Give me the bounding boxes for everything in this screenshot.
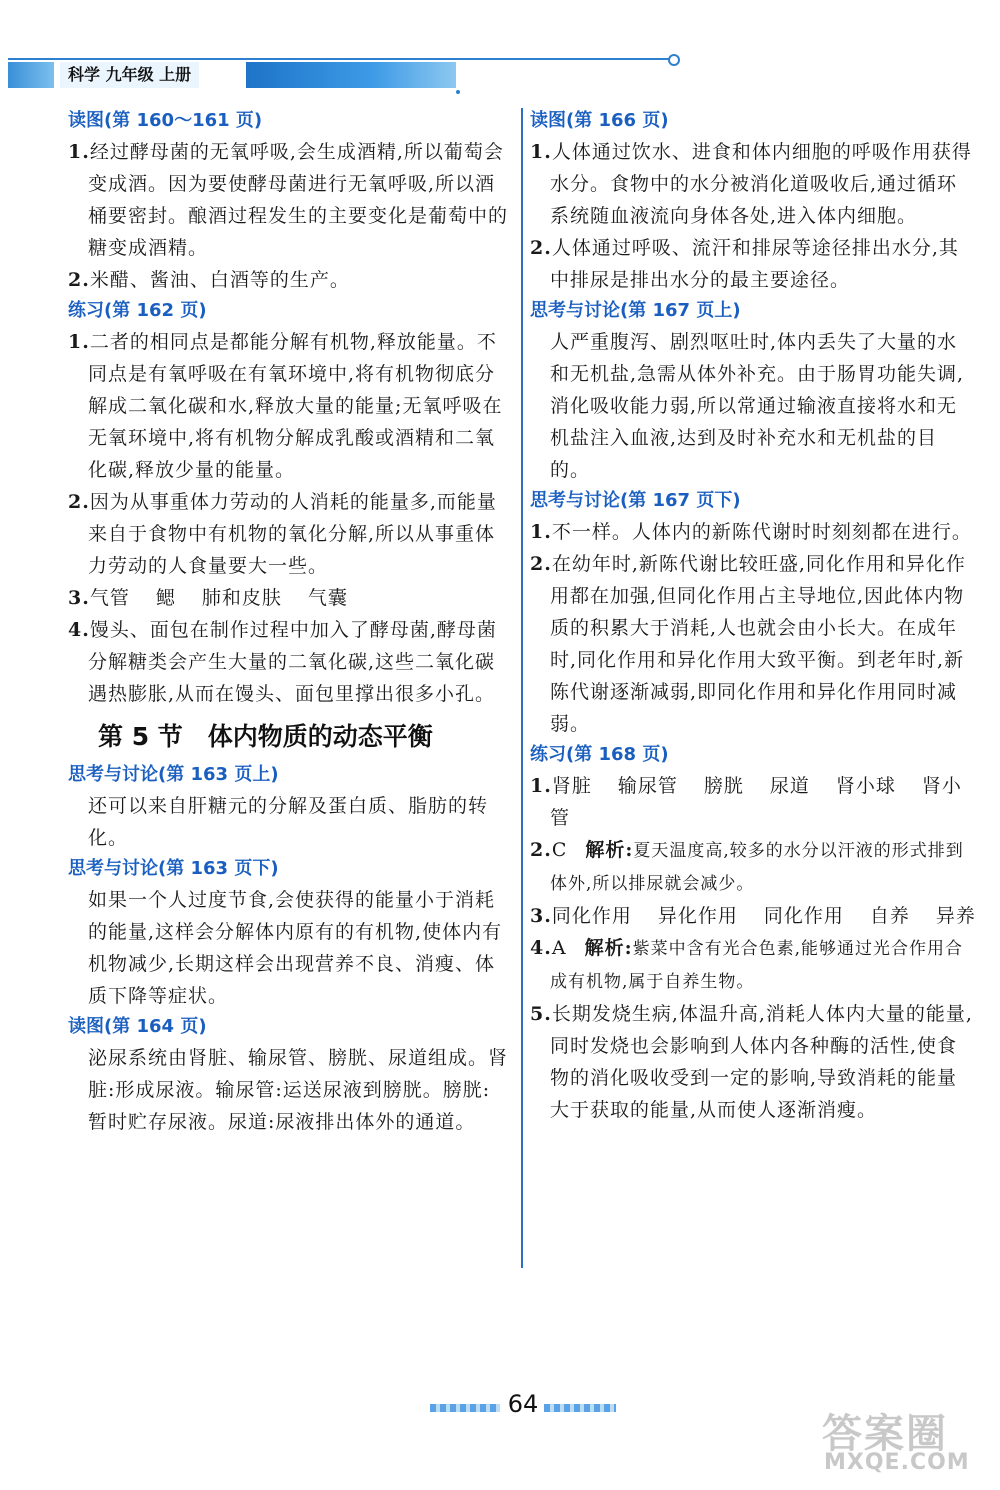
section-title: 练习(第 168 页) [530, 744, 669, 765]
section-title: 读图(第 160～161 页) [68, 110, 263, 131]
section-title: 思考与讨论(第 167 页下) [530, 490, 741, 511]
section-title: 思考与讨论(第 163 页上) [68, 764, 279, 785]
book-title: 科学 九年级 上册 [60, 62, 199, 88]
section-title: 思考与讨论(第 163 页下) [68, 858, 279, 879]
header-accent-right [246, 62, 456, 88]
header-accent-left [8, 62, 54, 88]
header-rule [8, 58, 672, 60]
header-rule-dot [668, 54, 680, 66]
answer-item: 5.长期发烧生病,体温升高,消耗人体内大量的能量,同时发烧也会影响到人体内各种酶的活性,使食物的消化吸收受到一定的影响,导致消耗的能量大于获取的能量,从而使人逐渐消瘦。 [530, 1003, 973, 1121]
page-header [0, 52, 1000, 98]
answer-item: 1.不一样。人体内的新陈代谢时时刻刻都在进行。 [530, 521, 972, 543]
watermark [812, 1402, 982, 1478]
page-number: 64 [507, 1390, 539, 1418]
answer-item: 2.米醋、酱油、白酒等的生产。 [68, 269, 350, 291]
section-title: 思考与讨论(第 167 页上) [530, 300, 741, 321]
answer-item: 1.二者的相同点是都能分解有机物,释放能量。不同点是有氧呼吸在有氧环境中,将有机物彻底分解成二氧化碳和水,释放大量的能量;无氧呼吸在无氧环境中,将有机物分解成乳酸或酒精和二氧化碳,释放少量的能量。 [68, 331, 503, 481]
header-accent-dot [456, 90, 460, 94]
footer-ornament-right [544, 1404, 616, 1412]
watermark-url: MXQE.COM [824, 1450, 970, 1475]
answer-paragraph: 还可以来自肝糖元的分解及蛋白质、脂肪的转化。 [88, 795, 489, 849]
watermark-logo-text: 答案圈 [822, 1411, 948, 1457]
answer-item: 2.C 解析:夏天温度高,较多的水分以汗液的形式排到体外,所以排尿就会减少。 [530, 839, 964, 894]
answer-paragraph: 如果一个人过度节食,会使获得的能量小于消耗的能量,这样会分解体内原有的有机物,使体内有机物减少,长期这样会出现营养不良、消瘦、体质下降等症状。 [88, 889, 503, 1007]
left-column [68, 106, 508, 1138]
answer-item: 2.在幼年时,新陈代谢比较旺盛,同化作用和异化作用都在加强,但同化作用占主导地位,因此体内物质的积累大于消耗,人也就会由小长大。在成年时,同化作用和异化作用大致平衡。到老年时,新陈代谢逐渐减弱,即同化作用和异化作用同时减弱。 [530, 553, 966, 735]
answer-item: 3.同化作用 异化作用 同化作用 自养 异养 [530, 905, 976, 927]
answer-item: 1.肾脏 输尿管 膀胱 尿道 肾小球 肾小管 [530, 775, 962, 829]
answer-item: 2.因为从事重体力劳动的人消耗的能量多,而能量来自于食物中有机物的氧化分解,所以从事重体力劳动的人食量要大一些。 [68, 491, 497, 577]
answer-item: 3.气管 鳃 肺和皮肤 气囊 [68, 587, 348, 609]
right-column [530, 106, 976, 1126]
section-title: 读图(第 164 页) [68, 1016, 207, 1037]
answer-item: 1.人体通过饮水、进食和体内细胞的呼吸作用获得水分。食物中的水分被消化道吸收后,通过循环系统随血液流向身体各处,进入体内细胞。 [530, 141, 972, 227]
answer-item: 4.馒头、面包在制作过程中加入了酵母菌,酵母菌分解糖类会产生大量的二氧化碳,这些二氧化碳遇热膨胀,从而在馒头、面包里撑出很多小孔。 [68, 619, 497, 705]
column-divider [521, 108, 523, 1268]
section-title: 读图(第 166 页) [530, 110, 669, 131]
answer-item: 4.A 解析:紫菜中含有光合色素,能够通过光合作用合成有机物,属于自养生物。 [530, 937, 963, 992]
answer-item: 2.人体通过呼吸、流汗和排尿等途径排出水分,其中排尿是排出水分的最主要途径。 [530, 237, 959, 291]
answer-item: 1.经过酵母菌的无氧呼吸,会生成酒精,所以葡萄会变成酒。因为要使酵母菌进行无氧呼吸,所以酒桶要密封。酿酒过程发生的主要变化是葡萄中的糖变成酒精。 [68, 141, 509, 259]
chapter-title: 第 5 节 体内物质的动态平衡 [98, 722, 433, 751]
section-title: 练习(第 162 页) [68, 300, 207, 321]
answer-paragraph: 人严重腹泻、剧烈呕吐时,体内丢失了大量的水和无机盐,急需从体外补充。由于肠胃功能失调,消化吸收能力弱,所以常通过输液直接将水和无机盐注入血液,达到及时补充水和无机盐的目的。 [550, 331, 965, 481]
answer-paragraph: 泌尿系统由肾脏、输尿管、膀胱、尿道组成。肾脏:形成尿液。输尿管:运送尿液到膀胱。膀胱:暂时贮存尿液。尿道:尿液排出体外的通道。 [88, 1047, 509, 1133]
footer-ornament-left [430, 1404, 500, 1412]
